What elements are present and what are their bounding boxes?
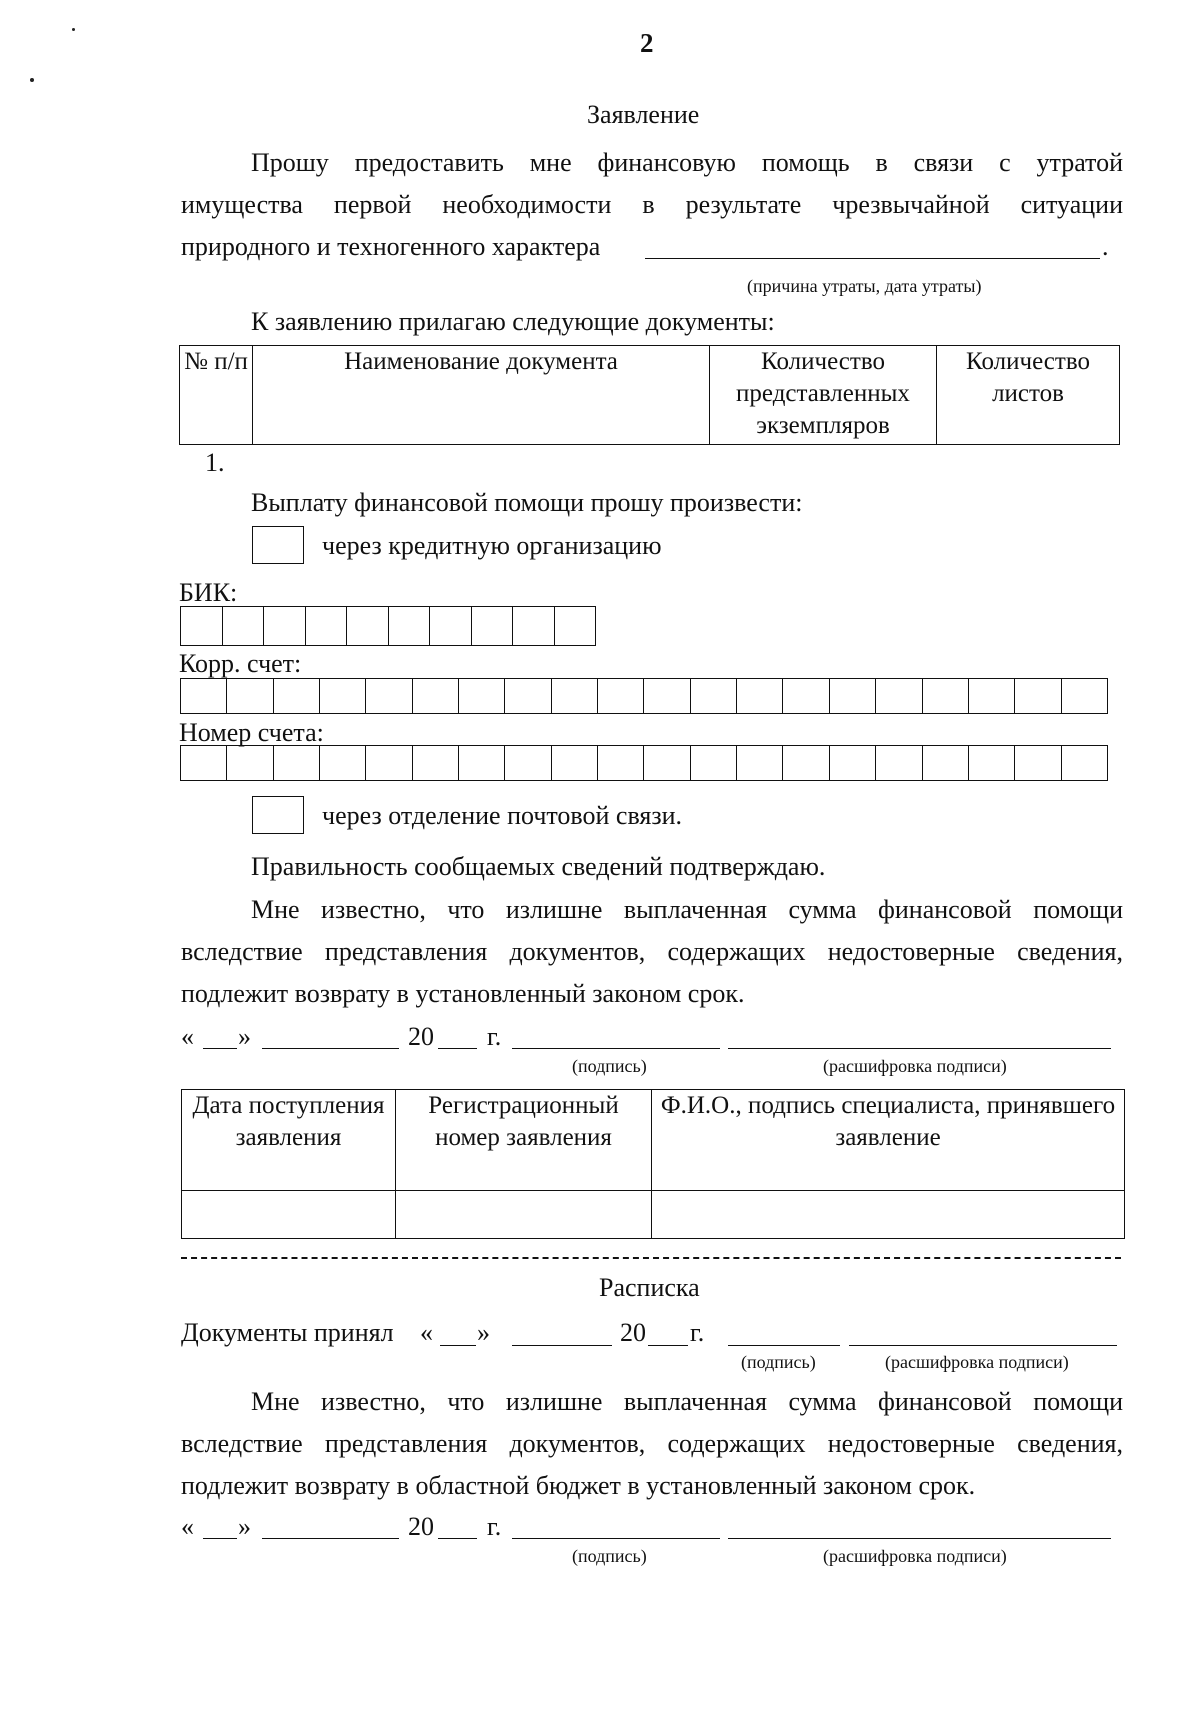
day-field[interactable] xyxy=(203,1048,237,1049)
digit-cell[interactable] xyxy=(968,746,1014,781)
digit-cell[interactable] xyxy=(1015,679,1061,714)
date-close-quote: » xyxy=(238,1512,251,1541)
digit-cell[interactable] xyxy=(783,746,829,781)
receipt-title: Расписка xyxy=(599,1273,700,1302)
digit-cell[interactable] xyxy=(412,746,458,781)
registration-table xyxy=(181,1089,1125,1239)
day-field[interactable] xyxy=(203,1538,237,1539)
digit-cell[interactable] xyxy=(1015,746,1061,781)
header-cell: Количество представленных экземпляров xyxy=(710,346,937,445)
digit-cell[interactable] xyxy=(554,607,596,646)
digit-cell[interactable] xyxy=(227,679,273,714)
digit-cell[interactable] xyxy=(505,679,551,714)
decoding-caption: (расшифровка подписи) xyxy=(823,1546,1007,1566)
digit-cell[interactable] xyxy=(598,679,644,714)
digit-cell[interactable] xyxy=(644,679,690,714)
digit-cell[interactable] xyxy=(227,746,273,781)
account-number-input-grid[interactable] xyxy=(180,745,1108,781)
account-number-label: Номер счета: xyxy=(179,718,324,747)
header-cell: Ф.И.О., подпись специалиста, принявшего заявление xyxy=(652,1090,1125,1191)
month-field[interactable] xyxy=(512,1345,612,1346)
bik-input-grid[interactable] xyxy=(180,606,596,646)
digit-cell[interactable] xyxy=(690,746,736,781)
request-line-2: имущества первой необходимости в результате чрезвычайной ситуации xyxy=(181,190,1123,219)
digit-cell[interactable] xyxy=(829,679,875,714)
decoding-field[interactable] xyxy=(728,1048,1111,1049)
confirm-text: Правильность сообщаемых сведений подтверждаю. xyxy=(251,852,826,881)
signature-field[interactable] xyxy=(512,1538,720,1539)
table-row-number: 1. xyxy=(205,448,225,477)
day-field[interactable] xyxy=(440,1345,476,1346)
digit-cell[interactable] xyxy=(222,607,264,646)
request-line-1: Прошу предоставить мне финансовую помощь в связи с утратой xyxy=(251,148,1123,177)
table-cell[interactable] xyxy=(182,1191,396,1239)
digit-cell[interactable] xyxy=(876,746,922,781)
digit-cell[interactable] xyxy=(430,607,472,646)
digit-cell[interactable] xyxy=(388,607,430,646)
date-close-quote: » xyxy=(477,1318,490,1347)
digit-cell[interactable] xyxy=(366,746,412,781)
post-option-checkbox[interactable] xyxy=(252,796,304,834)
digit-cell[interactable] xyxy=(412,679,458,714)
receipt-aware-line-2: вследствие представления документов, содержащих недостоверные сведения, xyxy=(181,1429,1123,1458)
signature-caption: (подпись) xyxy=(741,1352,816,1372)
scan-speck xyxy=(72,28,75,31)
table-row xyxy=(182,1090,1125,1191)
digit-cell[interactable] xyxy=(366,679,412,714)
year-prefix: 20 xyxy=(620,1318,646,1347)
header-cell: Количество листов xyxy=(937,346,1120,445)
year-prefix: 20 xyxy=(408,1022,434,1051)
signature-field[interactable] xyxy=(512,1048,720,1049)
header-cell: Дата поступления заявления xyxy=(182,1090,396,1191)
date-open-quote: « xyxy=(420,1318,433,1347)
digit-cell[interactable] xyxy=(737,746,783,781)
digit-cell[interactable] xyxy=(644,746,690,781)
page-number: 2 xyxy=(640,28,654,58)
aware-line-2: вследствие представления документов, содержащих недостоверные сведения, xyxy=(181,937,1123,966)
year-field[interactable] xyxy=(648,1345,688,1346)
digit-cell[interactable] xyxy=(181,746,227,781)
year-field[interactable] xyxy=(438,1048,477,1049)
decoding-field[interactable] xyxy=(849,1345,1117,1346)
digit-cell[interactable] xyxy=(551,746,597,781)
digit-cell[interactable] xyxy=(273,746,319,781)
header-cell: Наименование документа xyxy=(253,346,710,445)
digit-cell[interactable] xyxy=(1061,679,1107,714)
year-field[interactable] xyxy=(438,1538,477,1539)
digit-cell[interactable] xyxy=(273,679,319,714)
digit-cell[interactable] xyxy=(922,746,968,781)
digit-cell[interactable] xyxy=(459,746,505,781)
digit-cell[interactable] xyxy=(305,607,347,646)
bank-option-label: через кредитную организацию xyxy=(322,531,662,560)
scan-speck xyxy=(30,78,34,82)
table-cell[interactable] xyxy=(396,1191,652,1239)
bik-label: БИК: xyxy=(179,578,238,607)
digit-cell[interactable] xyxy=(471,607,513,646)
accepted-label: Документы принял xyxy=(181,1318,394,1347)
decoding-caption: (расшифровка подписи) xyxy=(823,1056,1007,1076)
receipt-aware-line-3: подлежит возврату в областной бюджет в установленный законом срок. xyxy=(181,1471,976,1500)
payment-intro: Выплату финансовой помощи прошу произвести: xyxy=(251,488,803,517)
signature-caption: (подпись) xyxy=(572,1546,647,1566)
decoding-field[interactable] xyxy=(728,1538,1111,1539)
month-field[interactable] xyxy=(262,1048,399,1049)
digit-cell[interactable] xyxy=(181,679,227,714)
digit-cell[interactable] xyxy=(459,679,505,714)
digit-cell[interactable] xyxy=(513,607,555,646)
digit-cell[interactable] xyxy=(598,746,644,781)
year-prefix: 20 xyxy=(408,1512,434,1541)
digit-cell[interactable] xyxy=(505,746,551,781)
digit-cell[interactable] xyxy=(829,746,875,781)
digit-cell[interactable] xyxy=(968,679,1014,714)
digit-cell[interactable] xyxy=(690,679,736,714)
year-suffix: г. xyxy=(690,1318,705,1347)
table-row xyxy=(180,346,1120,445)
cut-line xyxy=(181,1257,1121,1259)
digit-cell[interactable] xyxy=(551,679,597,714)
header-cell: № п/п xyxy=(180,346,253,445)
digit-cell[interactable] xyxy=(264,607,306,646)
digit-cell[interactable] xyxy=(876,679,922,714)
table-row xyxy=(182,1191,1125,1239)
application-title: Заявление xyxy=(587,100,700,129)
bank-option-checkbox[interactable] xyxy=(252,526,304,564)
aware-line-1: Мне известно, что излишне выплаченная сумма финансовой помощи xyxy=(251,895,1123,924)
digit-cell[interactable] xyxy=(347,607,389,646)
decoding-caption: (расшифровка подписи) xyxy=(885,1352,1069,1372)
attach-intro: К заявлению прилагаю следующие документы: xyxy=(251,307,775,336)
signature-field[interactable] xyxy=(728,1345,840,1346)
aware-line-3: подлежит возврату в установленный законом срок. xyxy=(181,979,745,1008)
reason-caption: (причина утраты, дата утраты) xyxy=(747,276,982,296)
post-option-label: через отделение почтовой связи. xyxy=(322,801,683,830)
corr-account-input-grid[interactable] xyxy=(180,678,1108,714)
digit-cell[interactable] xyxy=(737,679,783,714)
reason-field[interactable] xyxy=(645,258,1100,259)
request-line-3: природного и техногенного характера xyxy=(181,232,601,261)
header-cell: Регистрационный номер заявления xyxy=(396,1090,652,1191)
digit-cell[interactable] xyxy=(320,679,366,714)
digit-cell[interactable] xyxy=(922,679,968,714)
year-suffix: г. xyxy=(487,1512,502,1541)
digit-cell[interactable] xyxy=(320,746,366,781)
receipt-aware-line-1: Мне известно, что излишне выплаченная сумма финансовой помощи xyxy=(251,1387,1123,1416)
signature-caption: (подпись) xyxy=(572,1056,647,1076)
table-cell[interactable] xyxy=(652,1191,1125,1239)
corr-account-label: Корр. счет: xyxy=(179,649,302,678)
digit-cell[interactable] xyxy=(1061,746,1107,781)
digit-cell[interactable] xyxy=(783,679,829,714)
date-open-quote: « xyxy=(181,1022,194,1051)
year-suffix: г. xyxy=(487,1022,502,1051)
documents-table xyxy=(179,345,1120,445)
digit-cell[interactable] xyxy=(181,607,223,646)
date-open-quote: « xyxy=(181,1512,194,1541)
request-end-dot: . xyxy=(1102,232,1109,261)
date-close-quote: » xyxy=(238,1022,251,1051)
month-field[interactable] xyxy=(262,1538,399,1539)
